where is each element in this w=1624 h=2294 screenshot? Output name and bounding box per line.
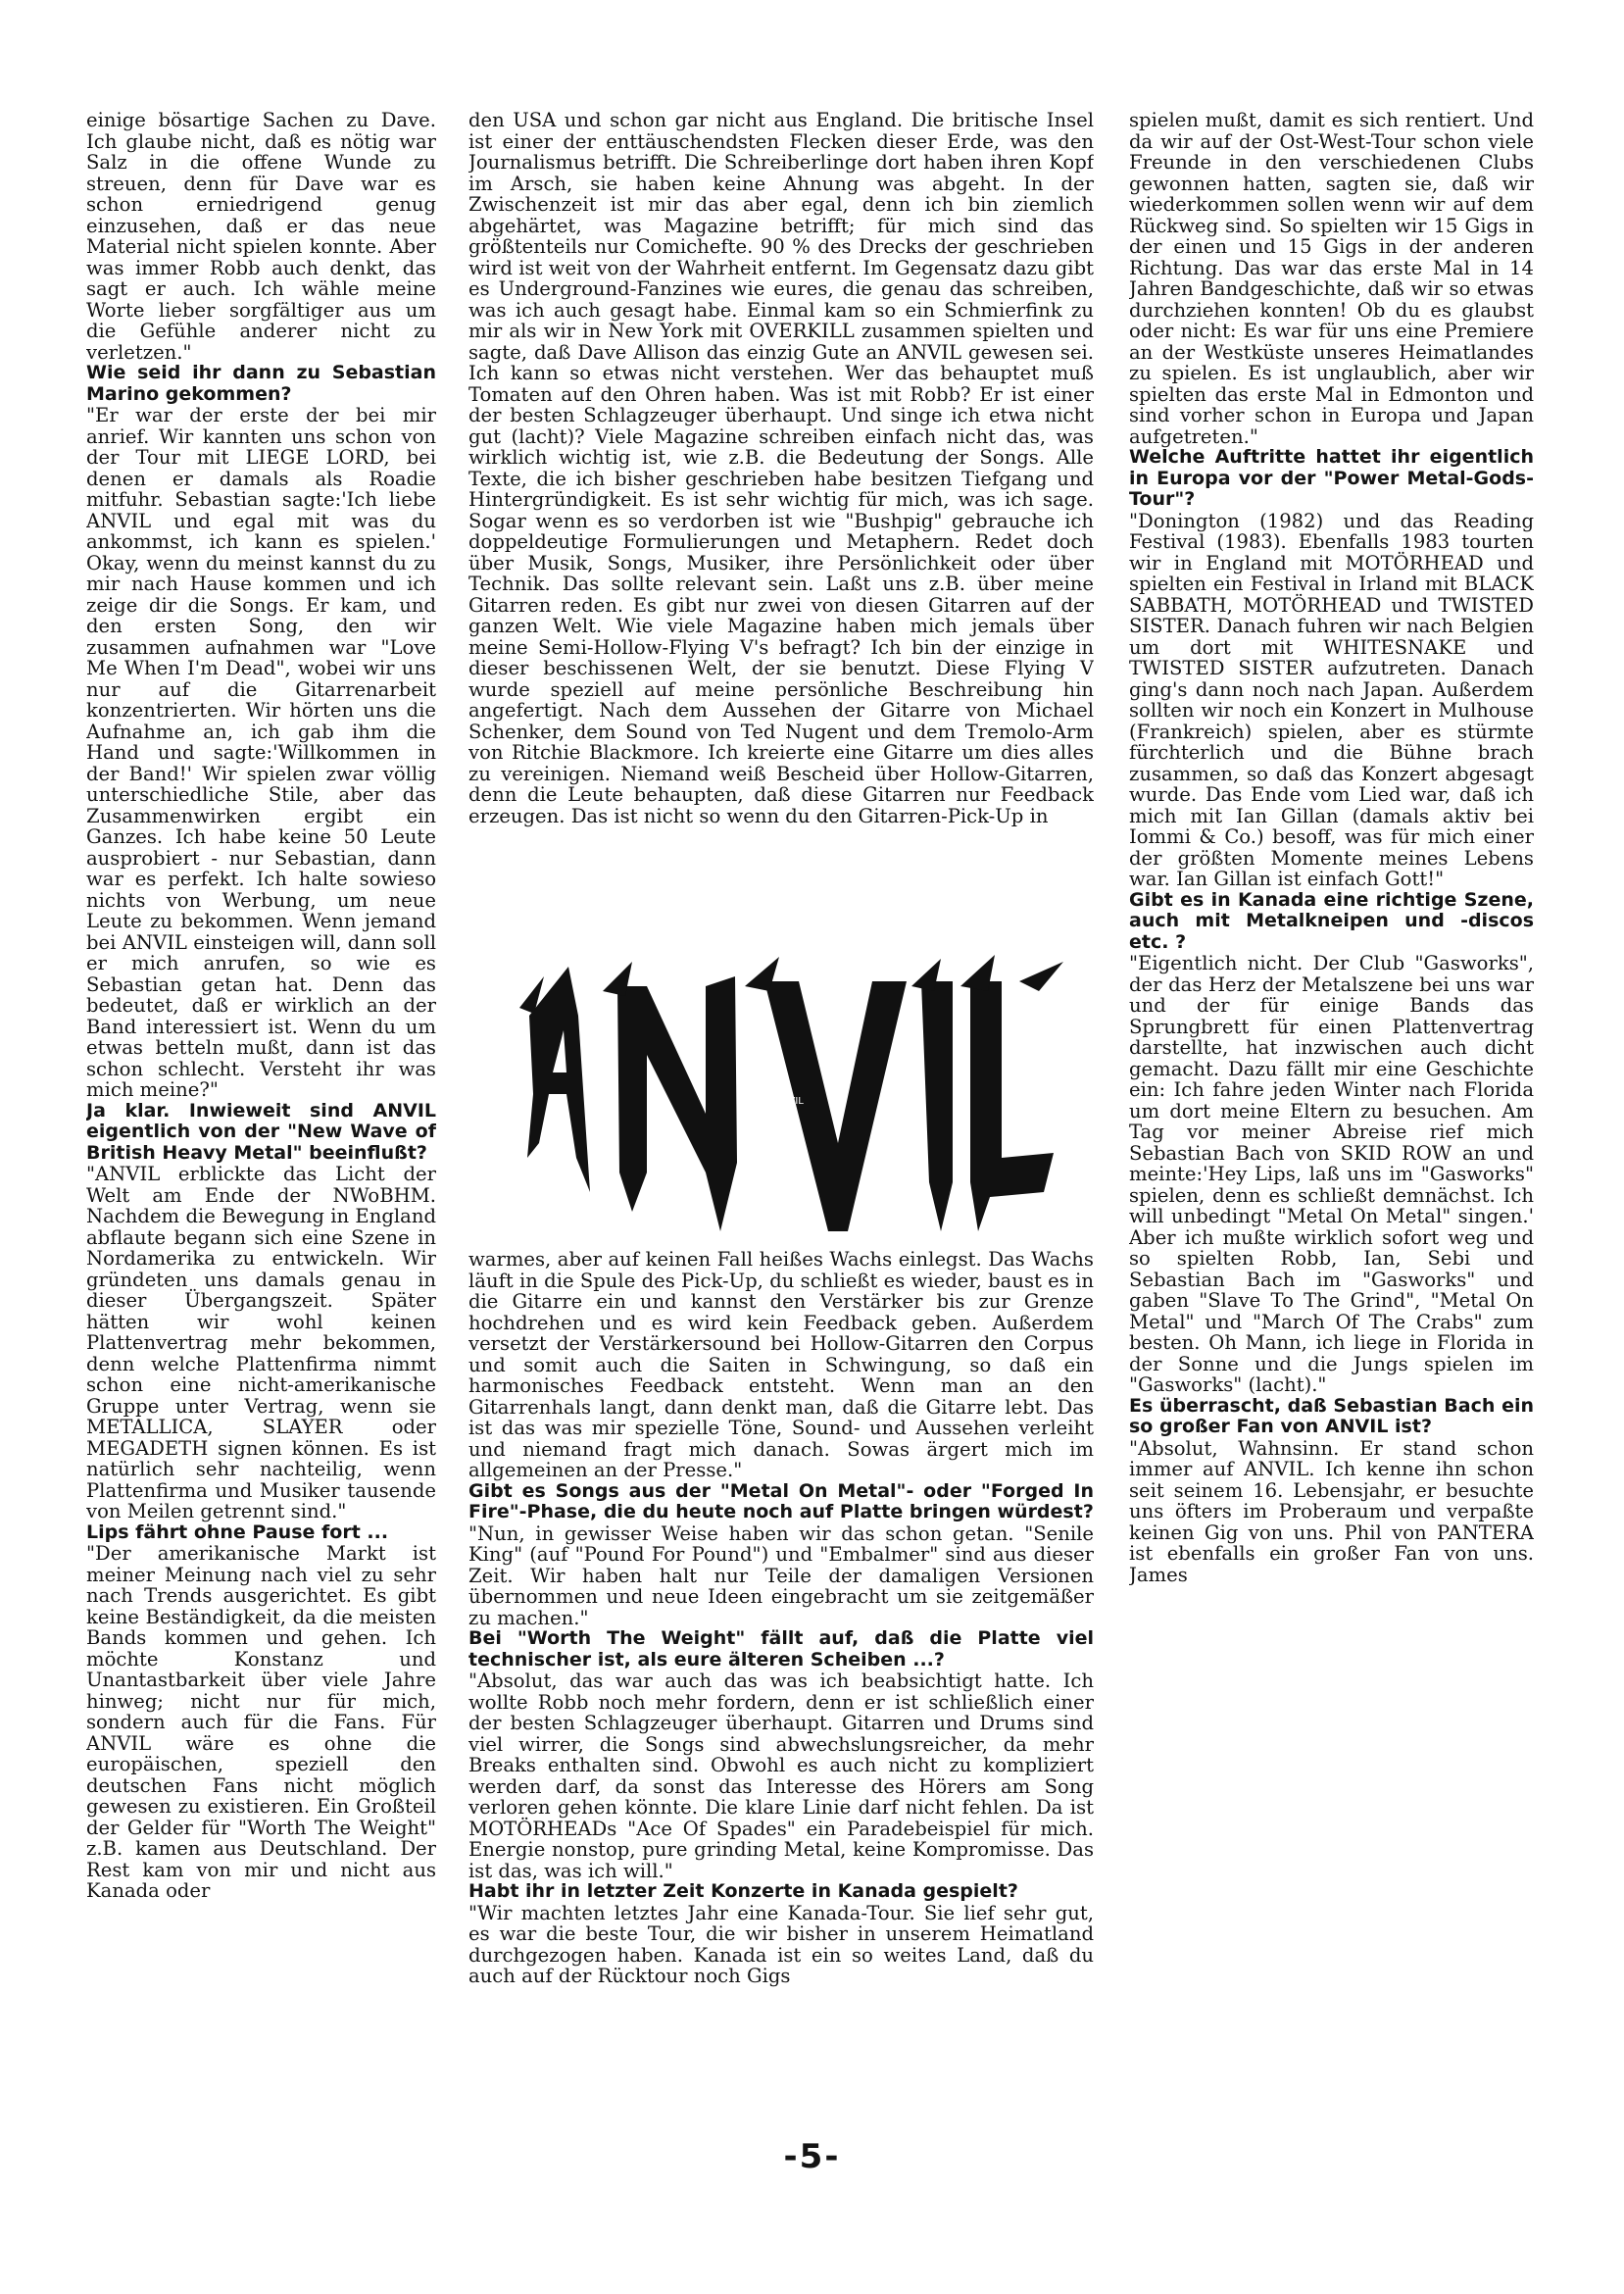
- interview-answer: "Eigentlich nicht. Der Club "Gasworks", der das Herz der Metalszene bei uns war und der für einige Bands das Sprungbrett für einen Plattenvertrag darstellte, hat inzwischen auch dicht gemacht. Dazu fällt mir eine Geschichte ein: Ich fahre jeden Winter nach Florida um dort meine Eltern zu besuchen. Am Tag vor meiner Abreise rief mich Sebastian Bach von SKID ROW an und meinte:'Hey Lips, laß uns im "Gasworks" spielen, denn es schließt demnächst. Ich will unbedingt "Metal On Metal" singen.' Aber ich mußte wirklich sofort weg und so spielten Robb, Ian, Sebi und Sebastian Bach im "Gasworks" und gaben "Slave To The Grind", "Metal On Metal" und "March Of The Crabs" zum besten. Oh Mann, ich liege in Florida in der Sonne und die Jungs spielen im "Gasworks" (lacht).": [1129, 952, 1534, 1396]
- interview-question: Bei "Worth The Weight" fällt auf, daß die Platte viel technischer ist, als eure älteren Scheiben ...?: [468, 1627, 1094, 1671]
- interview-question: Wie seid ihr dann zu Sebastian Marino gekommen?: [86, 362, 436, 405]
- interview-answer: "ANVIL erblickte das Licht der Welt am Ende der NWoBHM. Nachdem die Bewegung in England abflaute begann sich eine Szene in Nordamerika zu entwickeln. Wir gründeten uns damals genau in dieser Übergangszeit. Später hätten wir wohl keinen Plattenvertrag mehr bekommen, denn welche Plattenfirma nimmt schon eine nicht-amerikanische Gruppe unter Vertrag, wenn sie METALLICA, SLAYER oder MEGADETH signen können. Es ist natürlich sehr nachteilig, wenn Plattenfirma und Musiker tausende von Meilen getrennt sind.": [86, 1163, 436, 1522]
- interview-answer: einige bösartige Sachen zu Dave. Ich glaube nicht, daß es nötig war Salz in die offene Wunde zu streuen, denn für Dave war es schon erniedrigend genug einzusehen, daß er das neue Material nicht spielen konnte. Aber was immer Robb auch denkt, das sagt er auch. Ich wähle meine Worte lieber sorgfältiger aus um die Gefühle anderer nicht zu verletzen.": [86, 110, 436, 364]
- column-left: [86, 110, 436, 2070]
- interview-answer: "Wir machten letztes Jahr eine Kanada-Tour. Sie lief sehr gut, es war die beste Tour, die wir bisher in unserem Heimatland durchgezogen haben. Kanada ist ein so weites Land, daß du auch auf der Rücktour noch Gigs: [468, 1901, 1094, 1987]
- anvil-logo-text: ANVIL: [774, 1096, 804, 1107]
- column-middle-top: [468, 110, 1094, 948]
- page-number: -5-: [783, 2137, 841, 2176]
- interview-question: Lips fährt ohne Pause fort ...: [86, 1521, 389, 1543]
- column-right: [1129, 110, 1534, 2070]
- interview-question: Ja klar. Inwieweit sind ANVIL eigentlich von der "New Wave of British Heavy Metal" beeinflußt?: [86, 1099, 436, 1164]
- interview-answer: "Er war der erste der bei mir anrief. Wir kannten uns schon von der Tour mit LIEGE LORD, bei denen er damals als Roadie mitfuhr. Sebastian sagte:'Ich liebe ANVIL und egal mit was du ankommst, ich kann es spielen.' Okay, wenn du meinst kannst du zu mir nach Hause kommen und ich zeige dir die Songs. Er kam, und den ersten Song, den wir zusammen aufnahmen war "Love Me When I'm Dead", wobei wir uns nur auf die Gitarrenarbeit konzentrierten. Wir hörten uns die Aufnahme an, ich gab ihm die Hand und sagte:'Willkommen in der Band!' Wir spielen zwar völlig unterschiedliche Stile, aber das Zusammenwirken ergibt ein Ganzes. Ich habe keine 50 Leute ausprobiert - nur Sebastian, dann war es perfekt. Ich halte sowieso nichts von Werbung, um neue Leute zu bekommen. Wenn jemand bei ANVIL einsteigen will, dann soll er mich anrufen, so wie es Sebastian getan hat. Denn das bedeutet, daß er wirklich an der Band interessiert ist. Wenn du um etwas betteln mußt, dann ist das schon schlecht. Versteht ihr was mich meine?": [86, 404, 436, 1101]
- column-middle-bottom: [468, 1249, 1094, 2102]
- interview-answer: "Der amerikanische Markt ist meiner Meinung nach viel zu sehr nach Trends ausgerichtet. Es gibt keine Beständigkeit, da die meisten Bands kommen und gehen. Ich möchte Konstanz und Unantastbarkeit über viele Jahre hinweg; nicht nur für mich, sondern auch für die Fans. Für ANVIL wäre es ohne die europäischen, speziell den deutschen Fans nicht möglich gewesen zu existieren. Ein Großteil der Gelder für "Worth The Weight" z.B. kamen aus Deutschland. Der Rest kam von mir und nicht aus Kanada oder: [86, 1542, 436, 1902]
- interview-answer: "Nun, in gewisser Weise haben wir das schon getan. "Senile King" (auf "Pound For Pound") und "Embalmer" sind aus dieser Zeit. Wir haben halt nur Teile der damaligen Versionen übernommen und neue Ideen eingebracht um sie zeitgemäßer zu machen.": [468, 1521, 1094, 1629]
- interview-answer: spielen mußt, damit es sich rentiert. Und da wir auf der Ost-West-Tour schon viele Freunde in den verschiedenen Clubs gewonnen hatten, sagten sie, daß wir wiederkommen sollen wenn wir auf dem Rückweg sind. So spielten wir 15 Gigs in der einen und 15 Gigs in der anderen Richtung. Das war das erste Mal in 14 Jahren Bandgeschichte, daß wir so etwas durchziehen konnten! Ob du es glaubst oder nicht: Es war für uns eine Premiere an der Westküste unseres Heimatlandes zu spielen. Es ist unglaublich, aber wir spielten das erste Mal in Edmonton und sind vorher schon in Europa und Japan aufgetreten.": [1129, 110, 1534, 448]
- anvil-logo: [510, 947, 1068, 1241]
- interview-question: Welche Auftritte hattet ihr eigentlich in Europa vor der "Power Metal-Gods-Tour"?: [1129, 446, 1534, 510]
- interview-answer: "Donington (1982) und das Reading Festival (1983). Ebenfalls 1983 tourten wir in England mit MOTÖRHEAD und spielten ein Festival in Irland mit BLACK SABBATH, MOTÖRHEAD und TWISTED SISTER. Danach fuhren wir nach Belgien um dort mit WHITESNAKE und TWISTED SISTER aufzutreten. Danach ging's dann noch nach Japan. Außerdem sollten wir noch ein Konzert in Mulhouse (Frankreich) spielen, aber es stürmte fürchterlich und die Bühne brach zusammen, so daß das Konzert abgesagt wurde. Das Ende vom Lied war, daß ich mich mit Ian Gillan (damals aktiv bei Iommi & Co.) besoff, was für mich einer der größten Momente meines Lebens war. Ian Gillan ist einfach Gott!": [1129, 509, 1534, 890]
- interview-answer: "Absolut, Wahnsinn. Er stand schon immer auf ANVIL. Ich kenne ihn schon seit seinem 16. Lebensjahr, er besuchte uns öfters im Proberaum und verpaßte keinen Gig von uns. Phil von PANTERA ist ebenfalls ein großer Fan von uns. James: [1129, 1436, 1534, 1586]
- interview-question: Habt ihr in letzter Zeit Konzerte in Kanada gespielt?: [468, 1880, 1018, 1902]
- interview-question: Gibt es in Kanada eine richtige Szene, auch mit Metalkneipen und -discos etc. ?: [1129, 888, 1534, 953]
- interview-answer: warmes, aber auf keinen Fall heißes Wachs einlegst. Das Wachs läuft in die Spule des Pick-Up, du schließt es wieder, baust es in die Gitarre ein und kannst den Verstärker bis zur Grenze hochdrehen und es wird kein Feedback geben. Außerdem versetzt der Verstärkersound bei Hollow-Gitarren den Corpus und somit auch die Saiten in Schwingung, so daß ein harmonisches Feedback entsteht. Wenn man an den Gitarrenhals langt, dann denkt man, daß die Gitarre lebt. Das ist das was mir spezielle Töne, Sound- und Aussehen verleiht und niemand fragt mich danach. Sowas ärgert mich im allgemeinen an der Presse.": [468, 1249, 1094, 1481]
- anvil-logo-graphic: [510, 947, 1068, 1241]
- interview-question: Gibt es Songs aus der "Metal On Metal"- oder "Forged In Fire"-Phase, die du heute noch auf Platte bringen würdest?: [468, 1479, 1094, 1522]
- interview-answer: den USA und schon gar nicht aus England. Die britische Insel ist einer der enttäuschendsten Flecken dieser Erde, was den Journalismus betrifft. Die Schreiberlinge dort haben ihren Kopf im Arsch, sie haben keine Ahnung was abgeht. In der Zwischenzeit ist mir das aber egal, denn ich bin ziemlich abgehärtet, was Magazine betrifft; für mich sind das größtenteils nur Comichefte. 90 % des Drecks der geschrieben wird ist weit von der Wahrheit entfernt. Im Gegensatz dazu gibt es Underground-Fanzines wie eures, die genau das schreiben, was ich auch gesagt habe. Einmal kam so ein Schmierfink zu mir als wir in New York mit OVERKILL zusammen spielten und sagte, daß Dave Allison das einzig Gute an ANVIL gewesen sei. Ich kann so etwas nicht verstehen. Wer das behauptet muß Tomaten auf den Ohren haben. Was ist mit Robb? Er ist einer der besten Schlagzeuger überhaupt. Und singe ich etwa nicht gut (lacht)? Viele Magazine schreiben einfach nicht das, was wirklich wichtig ist, wie z.B. die Bedeutung der Songs. Alle Texte, die ich bisher geschrieben habe besitzen Tiefgang und Hintergründigkeit. Es ist sehr wichtig für mich, was ich sage. Sogar wenn es so verdorben ist wie "Bushpig" gebrauche ich doppeldeutige Formulierungen und Metaphern. Redet doch über Musik, Songs, Musiker, ihre Persönlichkeit oder über Technik. Das sollte relevant sein. Laßt uns z.B. über meine Gitarren reden. Es gibt nur zwei von diesen Gitarren auf der ganzen Welt. Wie viele Magazine haben mich jemals über meine Semi-Hollow-Flying V's befragt? Ich bin der einzige in dieser beschissenen Welt, der sie benutzt. Diese Flying V wurde speziell auf meine persönliche Beschreibung hin angefertigt. Nach dem Aussehen der Gitarre von Michael Schenker, dem Sound von Ted Nugent und dem Tremolo-Arm von Ritchie Blackmore. Ich kreierte eine Gitarre um dies alles zu vereinigen. Niemand weiß Bescheid über Hollow-Gitarren, denn die Leute behaupten, daß diese Gitarren nur Feedback erzeugen. Das ist nicht so wenn du den Gitarren-Pick-Up in: [468, 110, 1094, 827]
- interview-answer: "Absolut, das war auch das was ich beabsichtigt hatte. Ich wollte Robb noch mehr fordern, denn er ist schließlich einer der besten Schlagzeuger überhaupt. Gitarren und Drums sind viel wirrer, die Songs sind abwechslungsreicher, da mehr Breaks enthalten sind. Obwohl es auch nicht zu kompliziert werden darf, da sonst das Interesse des Hörers am Song verloren gehen könnte. Die klare Linie darf nicht fehlen. Da ist MOTÖRHEADs "Ace Of Spades" ein Paradebeispiel für mich. Energie nonstop, pure grinding Metal, keine Kompromisse. Das ist das, was ich will.": [468, 1670, 1094, 1882]
- interview-question: Es überrascht, daß Sebastian Bach ein so großer Fan von ANVIL ist?: [1129, 1394, 1534, 1437]
